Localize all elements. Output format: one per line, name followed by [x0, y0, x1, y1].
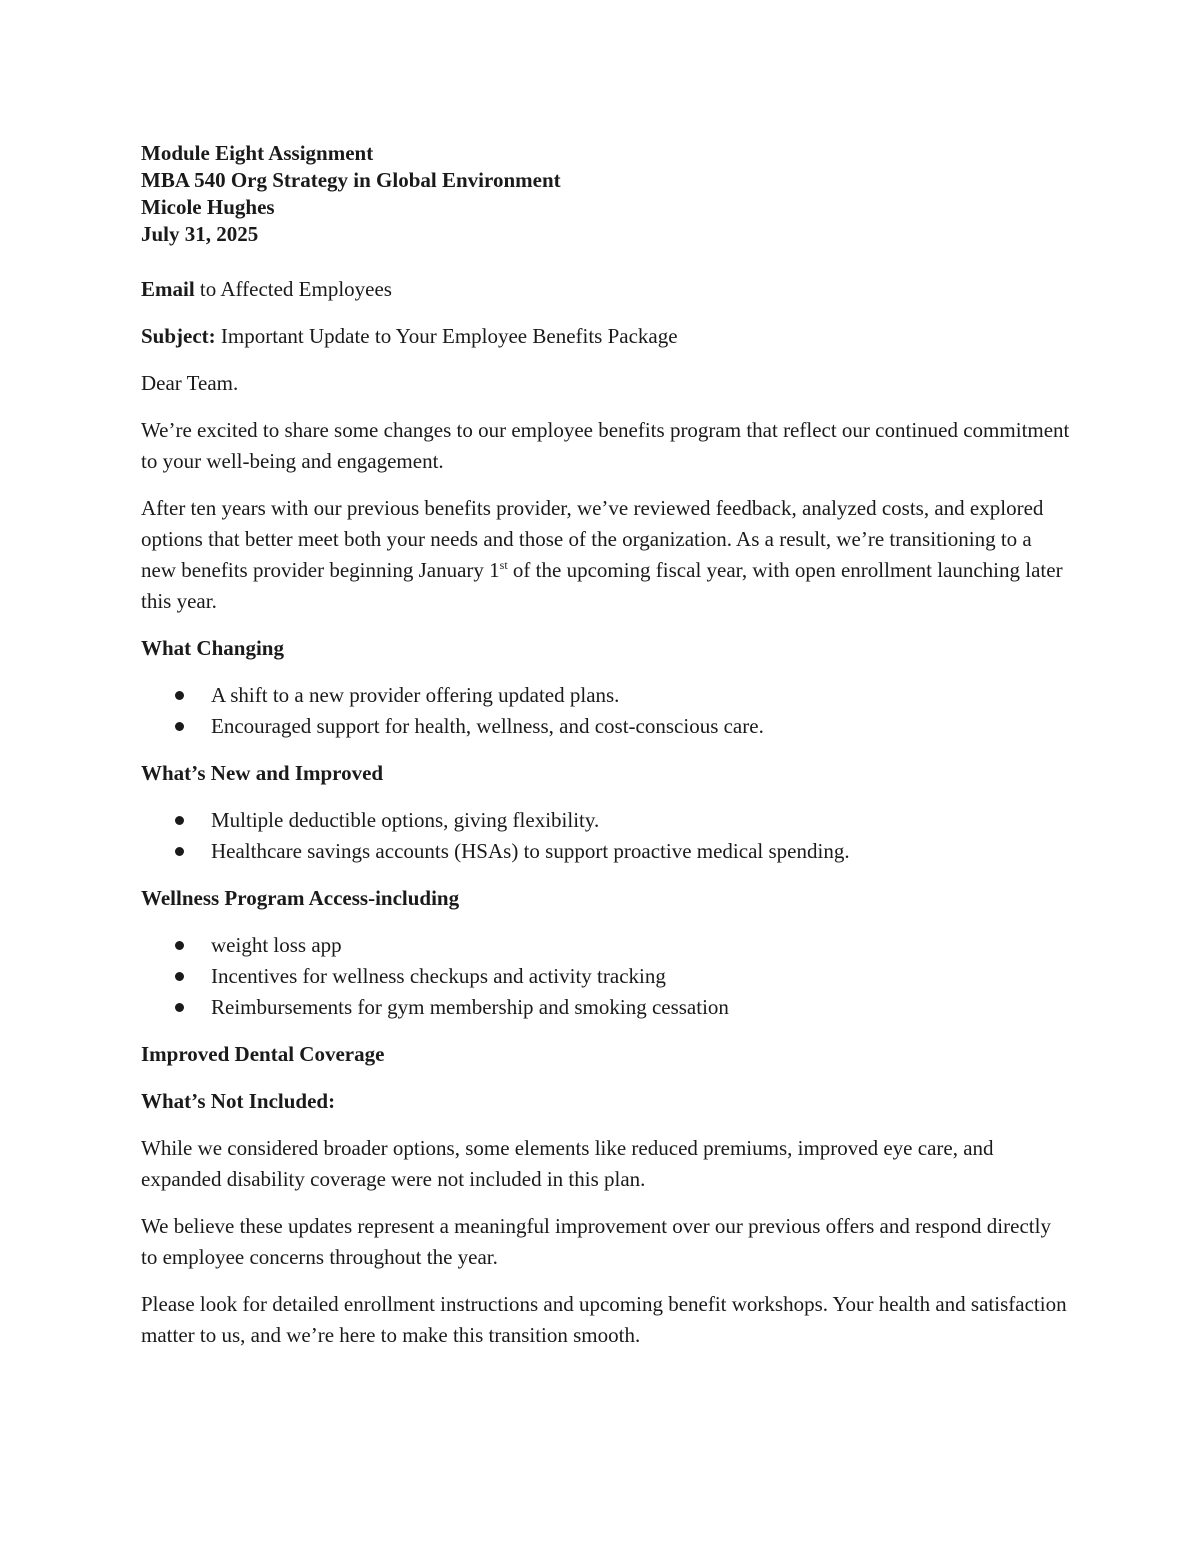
document-page	[141, 140, 1071, 1367]
bullet-icon	[175, 847, 184, 856]
list-item-text: weight loss app	[211, 933, 342, 957]
email-recipients: to Affected Employees	[194, 277, 392, 301]
bullet-icon	[175, 941, 184, 950]
list-item	[141, 930, 1071, 961]
greeting: Dear Team.	[141, 371, 239, 395]
section-heading-not-included: What’s Not Included:	[141, 1089, 336, 1113]
assignment-title: Module Eight Assignment	[141, 141, 374, 165]
changing-list	[141, 680, 1071, 742]
list-item	[141, 805, 1071, 836]
bullet-icon	[175, 722, 184, 731]
list-item-text: Multiple deductible options, giving flexibility.	[211, 808, 600, 832]
intro-paragraph: We’re excited to share some changes to our employee benefits program that reflect our continued commitment to your well-being and engagement.	[141, 418, 1070, 473]
section-heading-dental: Improved Dental Coverage	[141, 1042, 385, 1066]
list-item-text: Reimbursements for gym membership and smoking cessation	[211, 995, 729, 1019]
ordinal-suffix: st	[499, 558, 508, 572]
bullet-icon	[175, 691, 184, 700]
author-name: Micole Hughes	[141, 195, 275, 219]
new-improved-list	[141, 805, 1071, 867]
bullet-icon	[175, 1003, 184, 1012]
bullet-icon	[175, 972, 184, 981]
subject-line	[141, 321, 1071, 352]
list-item	[141, 680, 1071, 711]
assignment-header	[141, 140, 1071, 248]
assignment-date: July 31, 2025	[141, 222, 259, 246]
section-heading-new-improved: What’s New and Improved	[141, 761, 384, 785]
list-item	[141, 961, 1071, 992]
section-heading-wellness: Wellness Program Access-including	[141, 886, 460, 910]
list-item	[141, 992, 1071, 1023]
subject-label: Subject:	[141, 324, 216, 348]
belief-paragraph: We believe these updates represent a meaningful improvement over our previous offers and respond directly to employee concerns throughout the year.	[141, 1214, 1051, 1269]
transition-text-end: of the upcoming fiscal year, with open enrollment launching later this year.	[141, 558, 1063, 613]
list-item-text: Encouraged support for health, wellness, and cost-conscious care.	[211, 714, 764, 738]
list-item	[141, 711, 1071, 742]
subject-text: Important Update to Your Employee Benefits Package	[215, 324, 678, 348]
closing-paragraph: Please look for detailed enrollment instructions and upcoming benefit workshops. Your health and satisfaction matter to us, and we’re here to make this transition smooth.	[141, 1292, 1067, 1347]
email-line	[141, 274, 1071, 305]
transition-paragraph	[141, 493, 1071, 617]
wellness-list	[141, 930, 1071, 1023]
transition-text: After ten years with our previous benefits provider, we’ve reviewed feedback, analyzed costs, and explored options that better meet both your needs and those of the organization. As a result, we’re transitioning to a new benefits provider beginning January 1	[141, 496, 1044, 582]
list-item-text: Healthcare savings accounts (HSAs) to support proactive medical spending.	[211, 839, 850, 863]
not-included-paragraph: While we considered broader options, some elements like reduced premiums, improved eye care, and expanded disability coverage were not included in this plan.	[141, 1136, 994, 1191]
section-heading-changing: What Changing	[141, 636, 284, 660]
list-item-text: A shift to a new provider offering updated plans.	[211, 683, 620, 707]
email-label: Email	[141, 277, 195, 301]
list-item	[141, 836, 1071, 867]
course-name: MBA 540 Org Strategy in Global Environment	[141, 168, 561, 192]
bullet-icon	[175, 816, 184, 825]
list-item-text: Incentives for wellness checkups and activity tracking	[211, 964, 666, 988]
